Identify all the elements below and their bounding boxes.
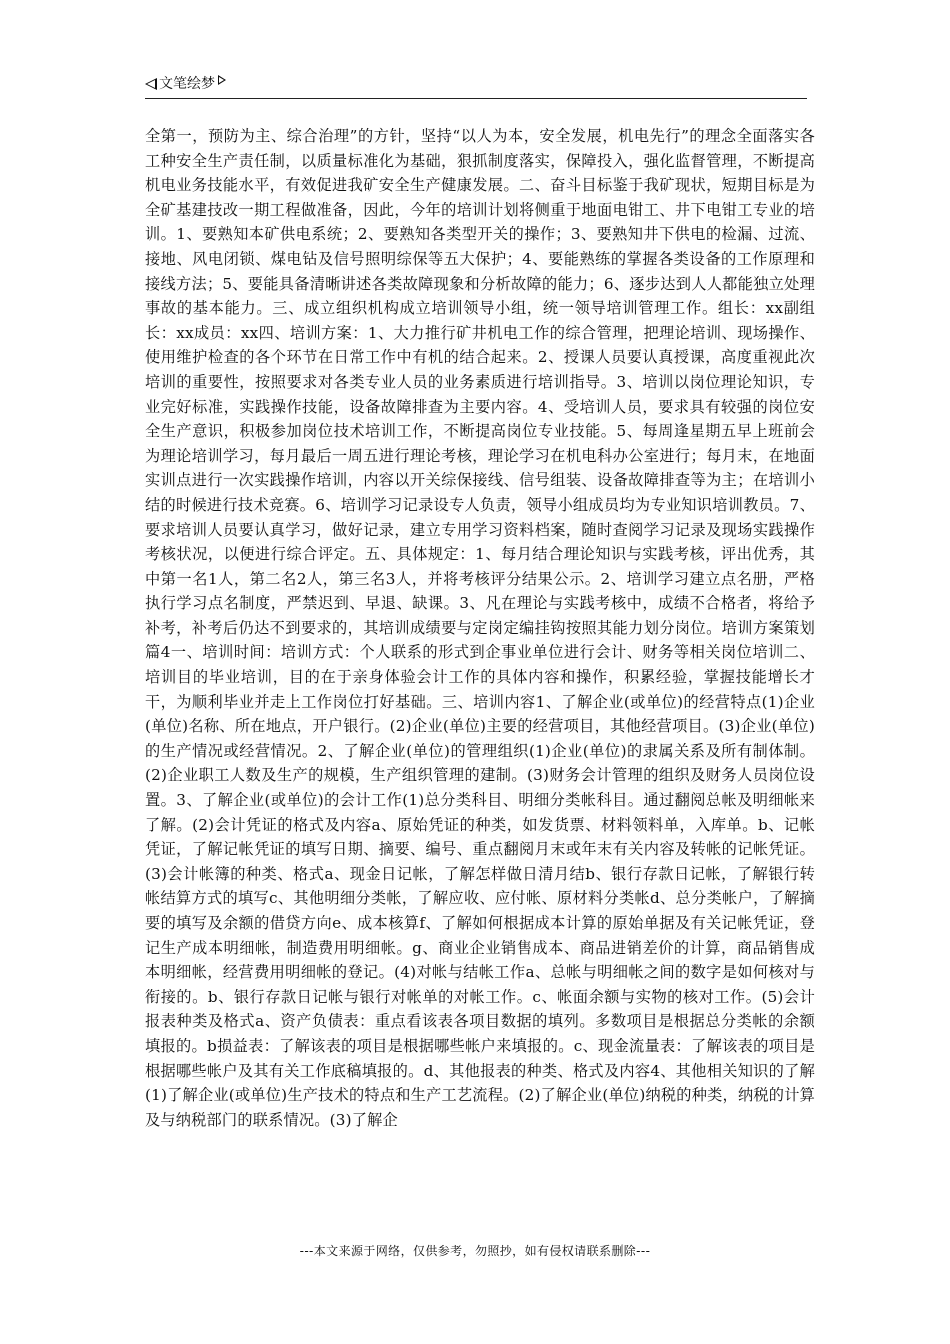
document-body-text: 全第一，预防为主、综合治理”的方针，坚持“以人为本，安全发展，机电先行”的理念全面落实各工种安全生产责任制，以质量标准化为基础，狠抓制度落实，保障投入，强化监督管理，不断提高机电业务技能水平，有效促进我矿安全生产健康发展。二、奋斗目标鉴于我矿现状，短期目标是为全矿基建技改一期工程做准备，因此，今年的培训计划将侧重于地面电钳工、井下电钳工专业的培训。1、要熟知本矿供电系统；2、要熟知各类型开关的操作；3、要熟知井下供电的检漏、过流、接地、风电闭锁、煤电钻及信号照明综保等五大保护；4、要能熟练的掌握各类设备的工作原理和接线方法；5、要能具备清晰讲述各类故障现象和分析故障的能力；6、逐步达到人人都能独立处理事故的基本能力。三、成立组织机构成立培训领导小组，统一领导培训管理工作。组长：xx副组长：xx成员：xx四、培训方案：1、大力推行矿井机电工作的综合管理，把理论培训、现场操作、使用维护检查的各个环节在日常工作中有机的结合起来。2、授课人员要认真授课，高度重视此次培训的重要性，按照要求对各类专业人员的业务素质进行培训指导。3、培训以岗位理论知识，专业完好标准，实践操作技能，设备故障排查为主要内容。4、受培训人员，要求具有较强的岗位安全生产意识，积极参加岗位技术培训工作，不断提高岗位专业技能。5、每周逢星期五早上班前会为理论培训学习，每月最后一周五进行理论考核，理论学习在机电科办公室进行；每月末，在地面实训点进行一次实践操作培训，内容以开关综保接线、信号组装、设备故障排查等为主；在培训小结的时候进行技术竞赛。6、培训学习记录设专人负责，领导小组成员均为专业知识培训教员。7、要求培训人员要认真学习，做好记录，建立专用学习资料档案，随时查阅学习记录及现场实践操作考核状况，以便进行综合评定。五、具体规定：1、每月结合理论知识与实践考核，评出优秀，其中第一名1人，第二名2人，第三名3人，并将考核评分结果公示。2、培训学习建立点名册，严格执行学习点名制度，严禁迟到、早退、缺课。3、凡在理论与实践考核中，成绩不合格者，将给予补考，补考后仍达不到要求的，其培训成绩要与定岗定编挂钩按照其能力划分岗位。培训方案策划篇4一、培训时间：培训方式：个人联系的形式到企事业单位进行会计、财务等相关岗位培训二、培训目的毕业培训，目的在于亲身体验会计工作的具体内容和操作，积累经验，掌握技能增长才干，为顺利毕业并走上工作岗位打好基础。三、培训内容1、了解企业(或单位)的经营特点(1)企业(单位)名称、所在地点，开户银行。(2)企业(单位)主要的经营项目，其他经营项目。(3)企业(单位)的生产情况或经营情况。2、了解企业(单位)的管理组织(1)企业(单位)的隶属关系及所有制体制。(2)企业职工人数及生产的规模，生产组织管理的建制。(3)财务会计管理的组织及财务人员岗位设置。3、了解企业(或单位)的会计工作(1)总分类科目、明细分类帐科目。通过翻阅总帐及明细帐来了解。(2)会计凭证的格式及内容a、原始凭证的种类，如发货票、材料领料单，入库单。b、记帐凭证，了解记帐凭证的填写日期、摘要、编号、重点翻阅月末或年末有关内容及转帐的记帐凭证。(3)会计帐簿的种类、格式a、现金日记帐，了解怎样做日清月结b、银行存款日记帐，了解银行转帐结算方式的填写c、其他明细分类帐，了解应收、应付帐、原材料分类帐d、总分类帐户，了解摘要的填写及余额的借贷方向e、成本核算f、了解如何根据成本计算的原始单据及有关记帐凭证，登记生产成本明细帐，制造费用明细帐。g、商业企业销售成本、商品进销差价的计算，商品销售成本明细帐，经营费用明细帐的登记。(4)对帐与结帐工作a、总帐与明细帐之间的数字是如何核对与衔接的。b、银行存款日记帐与银行对帐单的对帐工作。c、帐面余额与实物的核对工作。(5)会计报表种类及格式a、资产负债表：重点看该表各项目数据的填列。多数项目是根据总分类帐的余额填报的。b损益表：了解该表的项目是根据哪些帐户来填报的。c、现金流量表：了解该表的项目是根据哪些帐户及其有关工作底稿填报的。d、其他报表的种类、格式及内容4、其他相关知识的了解(1)了解企业(或单位)生产技术的特点和生产工艺流程。(2)了解企业(单位)纳税的种类，纳税的计算及与纳税部门的联系情况。(3)了解企 xyxy=(145,127,815,1129)
page-footer-disclaimer: ---本文来源于网络，仅供参考，勿照抄，如有侵权请联系删除--- xyxy=(299,1244,651,1258)
triangle-left-icon xyxy=(145,78,157,90)
header-title-group xyxy=(145,74,226,94)
triangle-right-icon xyxy=(218,75,226,85)
page-header xyxy=(145,74,807,99)
header-title: 文笔绘梦 xyxy=(159,76,215,92)
